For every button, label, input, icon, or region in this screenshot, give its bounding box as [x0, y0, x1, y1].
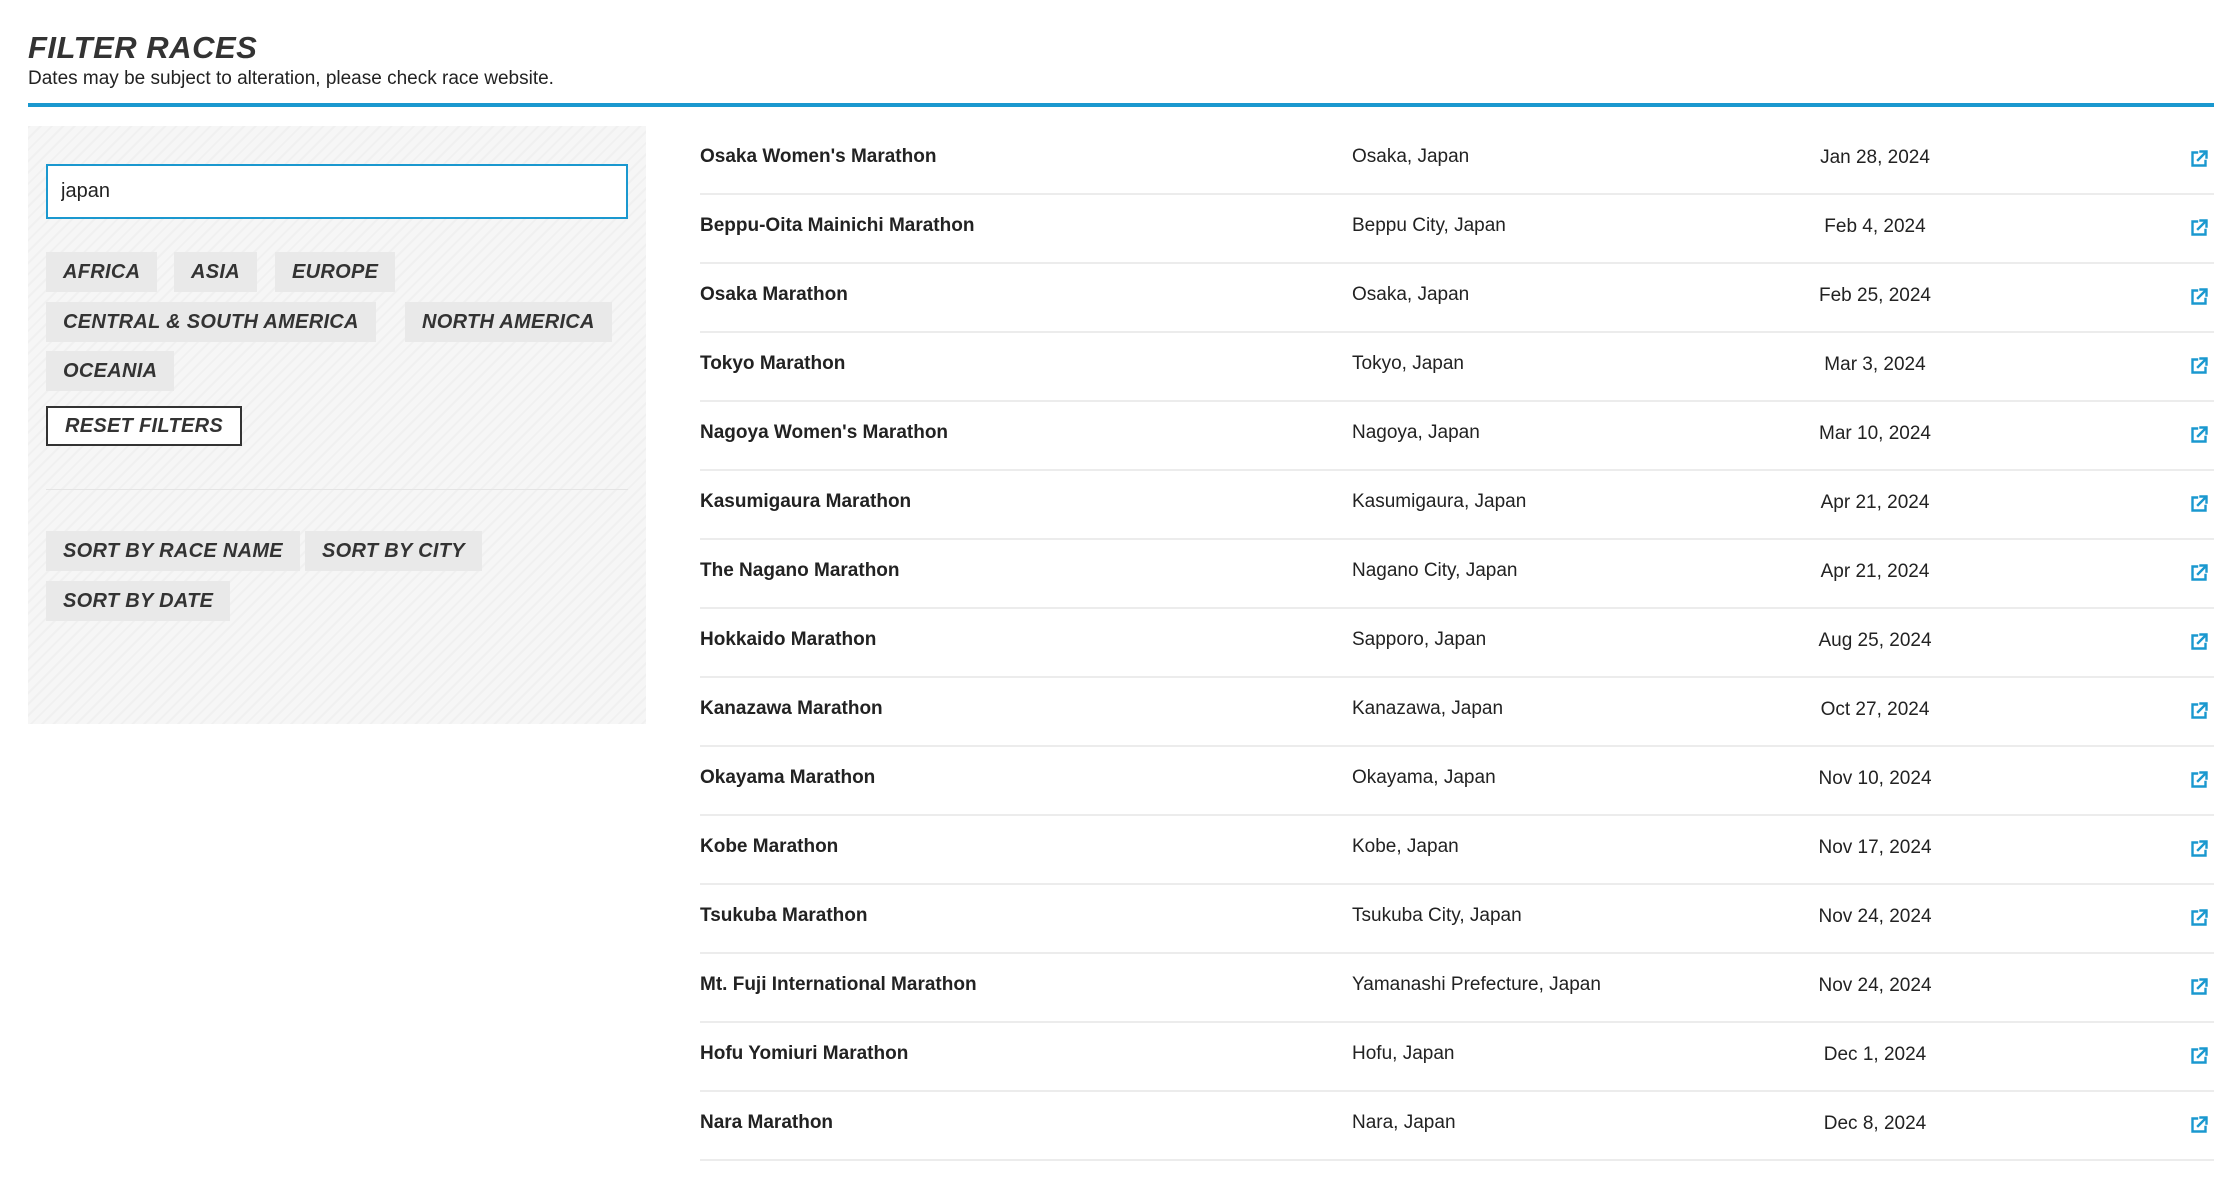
race-date: Nov 24, 2024: [1818, 906, 1932, 927]
external-link-icon[interactable]: [2188, 424, 2210, 446]
race-date: Nov 17, 2024: [1818, 837, 1932, 858]
race-row: [700, 609, 2214, 678]
race-city: Osaka, Japan: [1352, 284, 1470, 305]
search-input[interactable]: [46, 164, 628, 219]
region-filter-oceania[interactable]: OCEANIA: [46, 351, 174, 391]
race-date: Oct 27, 2024: [1820, 699, 1930, 720]
race-name: Tsukuba Marathon: [700, 905, 868, 926]
race-name: The Nagano Marathon: [700, 560, 900, 581]
race-city: Sapporo, Japan: [1352, 629, 1487, 650]
race-row: [700, 264, 2214, 333]
race-city: Kobe, Japan: [1352, 836, 1459, 857]
external-link-icon[interactable]: [2188, 217, 2210, 239]
page-subtitle: Dates may be subject to alteration, please check race website.: [28, 68, 554, 89]
race-name: Okayama Marathon: [700, 767, 876, 788]
race-date: Dec 1, 2024: [1823, 1044, 1927, 1065]
race-row: [700, 885, 2214, 954]
race-city: Yamanashi Prefecture, Japan: [1352, 974, 1601, 995]
race-date: Jan 28, 2024: [1820, 147, 1930, 168]
race-date: Dec 8, 2024: [1823, 1113, 1927, 1134]
race-row: [700, 816, 2214, 885]
race-row: [700, 747, 2214, 816]
race-row: [700, 126, 2214, 195]
sort-by-city-button[interactable]: SORT BY CITY: [305, 531, 482, 571]
race-date: Apr 21, 2024: [1820, 561, 1930, 582]
external-link-icon[interactable]: [2188, 148, 2210, 170]
race-name: Mt. Fuji International Marathon: [700, 974, 977, 995]
race-date: Apr 21, 2024: [1820, 492, 1930, 513]
external-link-icon[interactable]: [2188, 1114, 2210, 1136]
external-link-icon[interactable]: [2188, 769, 2210, 791]
region-filter-central-south-america[interactable]: CENTRAL & SOUTH AMERICA: [46, 302, 376, 342]
race-name: Nagoya Women's Marathon: [700, 422, 949, 443]
sort-divider: [46, 489, 628, 490]
race-name: Tokyo Marathon: [700, 353, 846, 374]
race-row: [700, 333, 2214, 402]
race-city: Nagoya, Japan: [1352, 422, 1480, 443]
race-row: [700, 540, 2214, 609]
race-date: Mar 10, 2024: [1819, 423, 1931, 444]
race-name: Beppu-Oita Mainichi Marathon: [700, 215, 975, 236]
race-name: Hofu Yomiuri Marathon: [700, 1043, 909, 1064]
race-city: Kasumigaura, Japan: [1352, 491, 1527, 512]
external-link-icon[interactable]: [2188, 976, 2210, 998]
race-city: Hofu, Japan: [1352, 1043, 1455, 1064]
race-row: [700, 1023, 2214, 1092]
external-link-icon[interactable]: [2188, 907, 2210, 929]
race-date: Feb 4, 2024: [1824, 216, 1926, 237]
race-row: [700, 1092, 2214, 1161]
race-city: Nagano City, Japan: [1352, 560, 1518, 581]
race-name: Nara Marathon: [700, 1112, 834, 1133]
race-name: Osaka Women's Marathon: [700, 146, 937, 167]
race-city: Kanazawa, Japan: [1352, 698, 1504, 719]
page-title: FILTER RACES: [28, 30, 258, 65]
race-row: [700, 402, 2214, 471]
race-date: Aug 25, 2024: [1818, 630, 1932, 651]
region-filter-asia[interactable]: ASIA: [174, 252, 257, 292]
external-link-icon[interactable]: [2188, 562, 2210, 584]
race-name: Osaka Marathon: [700, 284, 848, 305]
race-date: Mar 3, 2024: [1824, 354, 1926, 375]
region-filter-africa[interactable]: AFRICA: [46, 252, 157, 292]
race-row: [700, 954, 2214, 1023]
external-link-icon[interactable]: [2188, 493, 2210, 515]
external-link-icon[interactable]: [2188, 355, 2210, 377]
reset-filters-button[interactable]: RESET FILTERS: [46, 406, 242, 446]
race-city: Beppu City, Japan: [1352, 215, 1506, 236]
race-row: [700, 471, 2214, 540]
external-link-icon[interactable]: [2188, 631, 2210, 653]
sort-by-race-name-button[interactable]: SORT BY RACE NAME: [46, 531, 300, 571]
region-filter-europe[interactable]: EUROPE: [275, 252, 395, 292]
race-row: [700, 195, 2214, 264]
race-row: [700, 678, 2214, 747]
race-city: Osaka, Japan: [1352, 146, 1470, 167]
external-link-icon[interactable]: [2188, 700, 2210, 722]
race-name: Kobe Marathon: [700, 836, 839, 857]
race-city: Tokyo, Japan: [1352, 353, 1464, 374]
race-date: Nov 24, 2024: [1818, 975, 1932, 996]
race-date: Nov 10, 2024: [1818, 768, 1932, 789]
race-date: Feb 25, 2024: [1819, 285, 1931, 306]
external-link-icon[interactable]: [2188, 286, 2210, 308]
race-name: Hokkaido Marathon: [700, 629, 877, 650]
title-divider: [28, 103, 2214, 107]
race-city: Nara, Japan: [1352, 1112, 1456, 1133]
race-list: [700, 126, 2214, 1161]
external-link-icon[interactable]: [2188, 838, 2210, 860]
region-filter-north-america[interactable]: NORTH AMERICA: [405, 302, 612, 342]
sort-by-date-button[interactable]: SORT BY DATE: [46, 581, 230, 621]
race-name: Kasumigaura Marathon: [700, 491, 912, 512]
race-city: Tsukuba City, Japan: [1352, 905, 1522, 926]
external-link-icon[interactable]: [2188, 1045, 2210, 1067]
race-city: Okayama, Japan: [1352, 767, 1496, 788]
race-name: Kanazawa Marathon: [700, 698, 883, 719]
filter-panel: [28, 126, 646, 724]
